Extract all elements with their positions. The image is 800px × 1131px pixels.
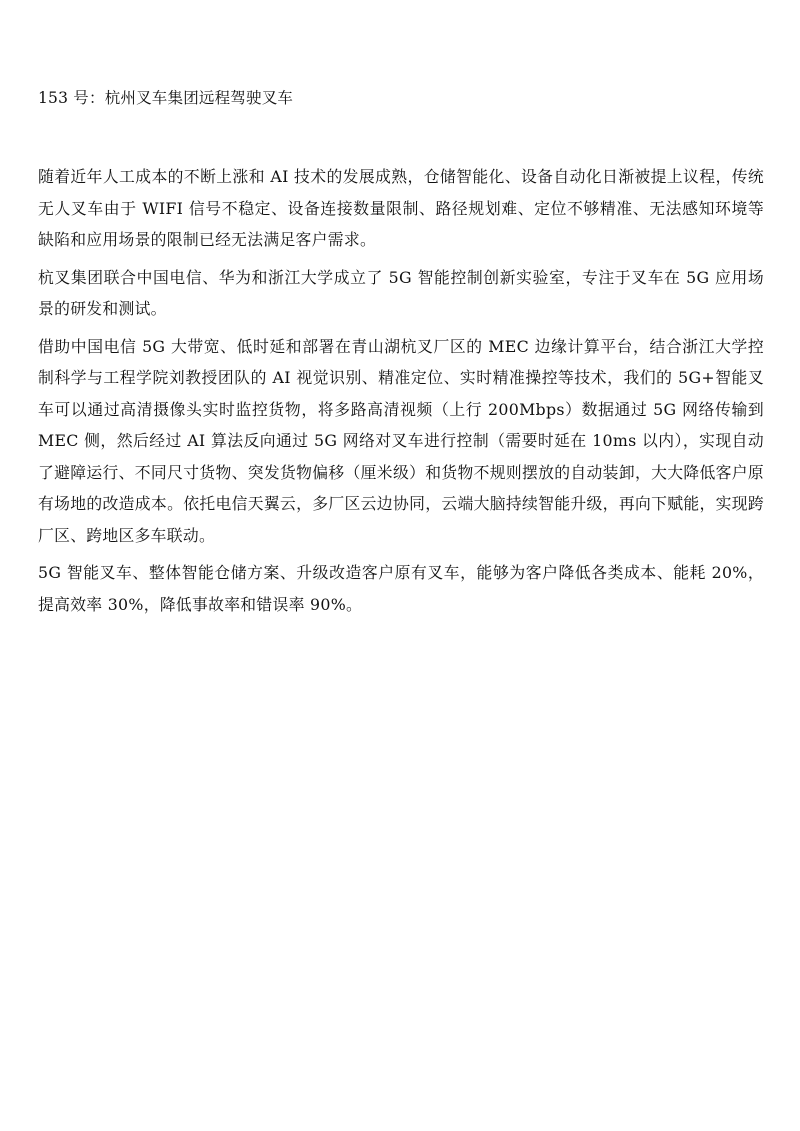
- paragraph-lab: 杭叉集团联合中国电信、华为和浙江大学成立了 5G 智能控制创新实验室，专注于叉车在 5G 应用场景的研发和测试。: [38, 267, 764, 318]
- paragraph-benefits: 5G 智能叉车、整体智能仓储方案、升级改造客户原有叉车，能够为客户降低各类成本、能耗 20%，提高效率 30%，降低事故率和错误率 90%。: [38, 563, 764, 614]
- document-body: [38, 85, 764, 626]
- document-title: 153 号：杭州叉车集团远程驾驶叉车: [38, 89, 294, 107]
- paragraph-technology: 借助中国电信 5G 大带宽、低时延和部署在青山湖杭叉厂区的 MEC 边缘计算平台，结合浙江大学控制科学与工程学院刘教授团队的 AI 视觉识别、精准定位、实时精准操控等技术，我们的 5G+智能叉车可以通过高清摄像头实时监控货物，将多路高清视频（上行 200Mbps）数据通过 5G 网络传输到 MEC 侧，然后经过 AI 算法反向通过 5G 网络对叉车进行控制（需要时延在 10ms 以内），实现自动了避障运行、不同尺寸货物、突发货物偏移（厘米级）和货物不规则摆放的自动装卸，大大降低客户原有场地的改造成本。依托电信天翼云，多厂区云边协同，云端大脑持续智能升级，再向下赋能，实现跨厂区、跨地区多车联动。: [38, 336, 764, 545]
- paragraph-intro: 随着近年人工成本的不断上涨和 AI 技术的发展成熟，仓储智能化、设备自动化日渐被提上议程，传统无人叉车由于 WIFI 信号不稳定、设备连接数量限制、路径规划难、定位不够精准、无法感知环境等缺陷和应用场景的限制已经无法满足客户需求。: [38, 167, 764, 249]
